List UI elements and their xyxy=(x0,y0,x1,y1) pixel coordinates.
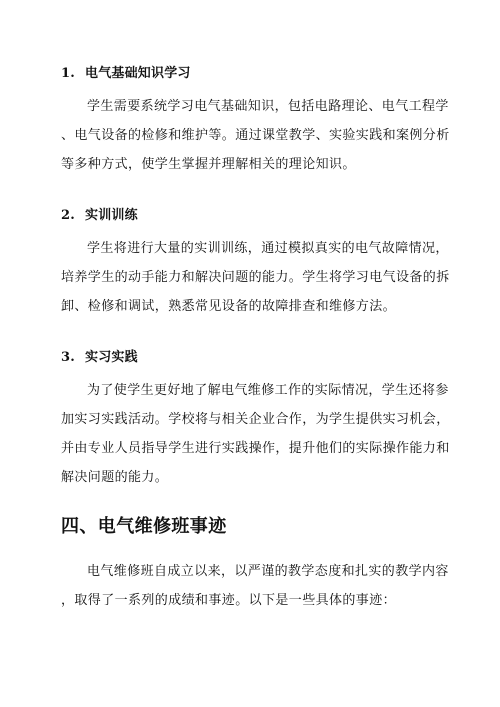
section-number: 2. xyxy=(61,208,75,223)
section-1-paragraph xyxy=(61,92,450,179)
paragraph-line: 卸、检修和调试，熟悉常见设备的故障排查和维修方法。 xyxy=(61,299,397,314)
paragraph-line: 、电气设备的检修和维护等。通过课堂教学、实验实践和案例分析 xyxy=(61,128,450,143)
paragraph-line: 解决问题的能力。 xyxy=(61,470,169,485)
paragraph-line: 等多种方式，使学生掌握并理解相关的理论知识。 xyxy=(61,157,356,172)
paragraph-line: 并由专业人员指导学生进行实践操作，提升他们的实际操作能力和 xyxy=(61,441,450,456)
section-title: 实训训练 xyxy=(85,208,138,223)
section-1-heading xyxy=(61,62,441,81)
section-number: 1. xyxy=(61,66,75,81)
paragraph-line: 培养学生的动手能力和解决问题的能力。学生将学习电气设备的拆 xyxy=(61,270,450,285)
section-title: 电气基础知识学习 xyxy=(85,66,191,81)
paragraph-line: 电气维修班自成立以来，以严谨的教学态度和扎实的教学内容 xyxy=(87,564,449,579)
section-2-paragraph xyxy=(61,234,450,321)
paragraph-line: ，取得了一系列的成绩和事迹。以下是一些具体的事迹： xyxy=(61,593,397,608)
paragraph-line: 加实习实践活动。学校将与相关企业合作，为学生提供实习机会， xyxy=(61,412,450,427)
section-2-heading xyxy=(61,204,441,223)
section-3-paragraph xyxy=(61,376,450,492)
chapter-heading: 四、电气维修班事迹 xyxy=(61,516,227,537)
section-3-heading xyxy=(61,346,441,365)
section-title: 实习实践 xyxy=(85,350,138,365)
chapter-paragraph xyxy=(61,557,449,615)
section-number: 3. xyxy=(61,350,75,365)
paragraph-line: 学生需要系统学习电气基础知识，包括电路理论、电气工程学 xyxy=(87,99,449,114)
paragraph-line: 学生将进行大量的实训训练，通过模拟真实的电气故障情况， xyxy=(87,241,449,256)
paragraph-line: 为了使学生更好地了解电气维修工作的实际情况，学生还将参 xyxy=(87,383,449,398)
